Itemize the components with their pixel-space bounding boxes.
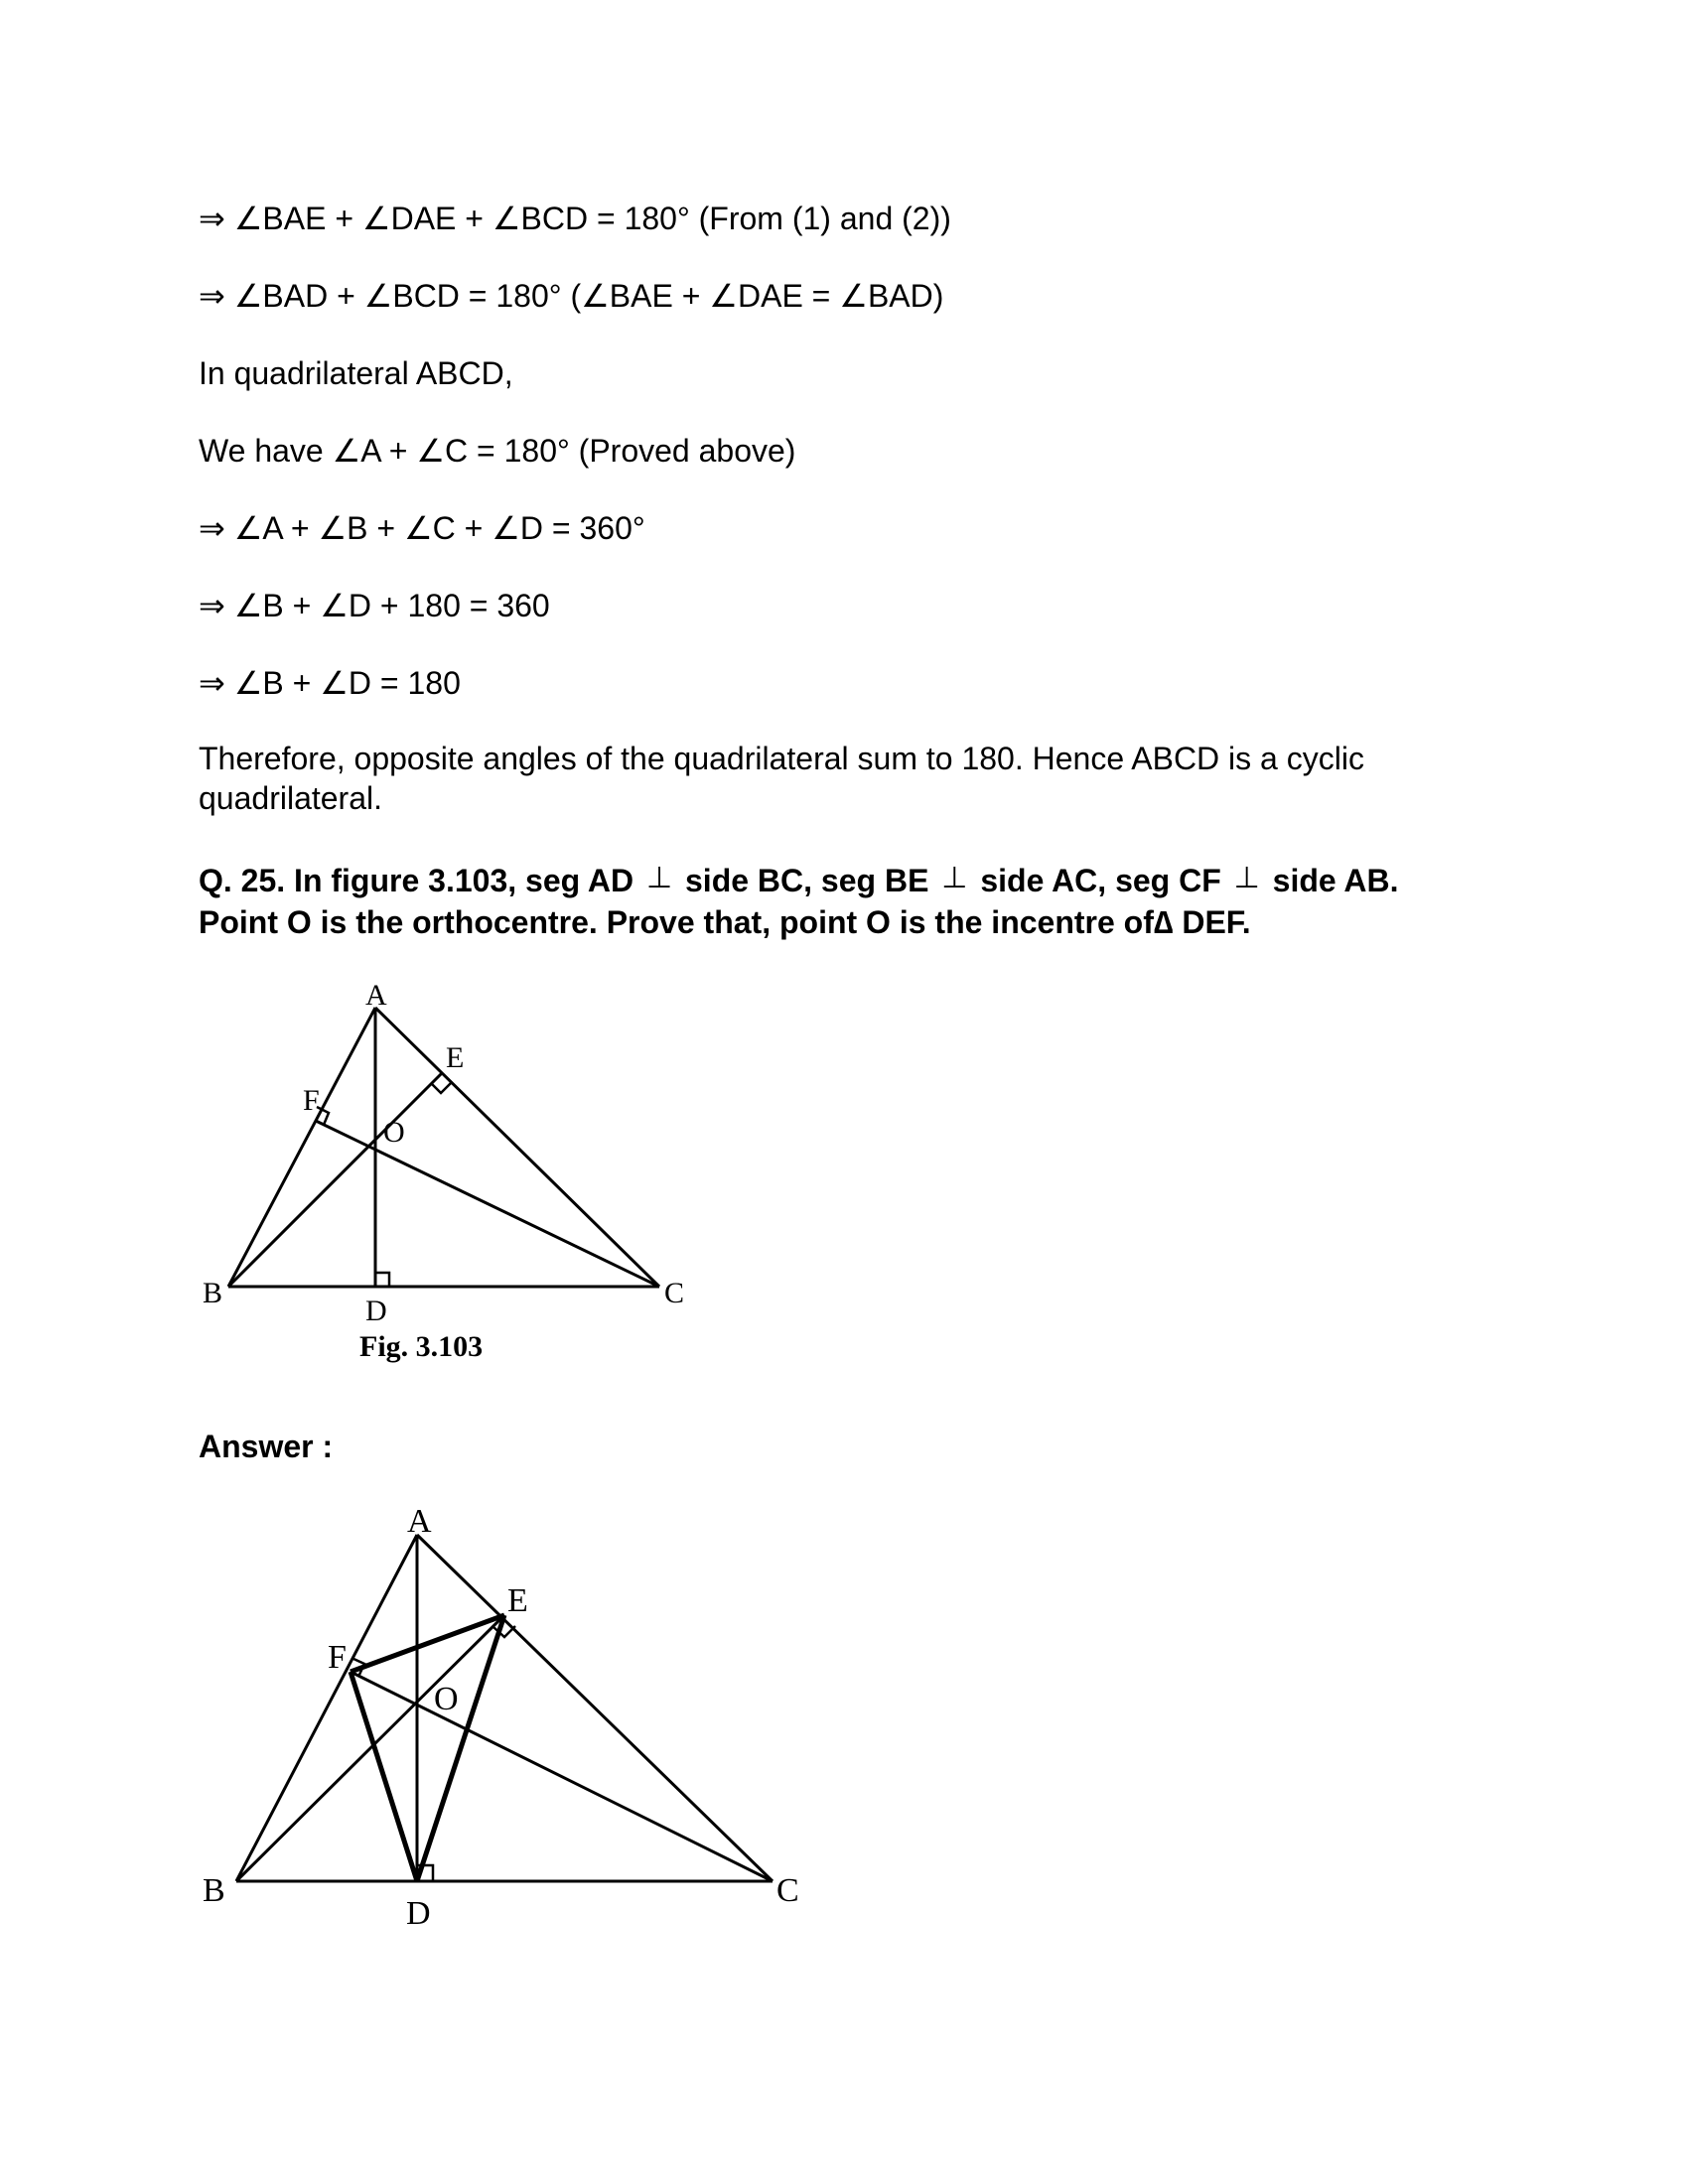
- fig1-caption: Fig. 3.103: [359, 1330, 484, 1363]
- proof-line-4: We have ∠A + ∠C = 180° (Proved above): [199, 433, 796, 469]
- fig2-label-D: D: [406, 1895, 431, 1932]
- fig1-label-E: E: [446, 1041, 465, 1074]
- proof-line-1: ⇒ ∠BAE + ∠DAE + ∠BCD = 180° (From (1) and (2)): [199, 201, 951, 236]
- fig1-label-F: F: [303, 1084, 320, 1117]
- question-text-1: Q. 25. In figure 3.103, seg AD: [199, 863, 634, 898]
- question-25: [199, 861, 1529, 942]
- proof-line-5: ⇒ ∠A + ∠B + ∠C + ∠D = 360°: [199, 510, 645, 546]
- fig1-label-D: D: [365, 1295, 387, 1327]
- question-text-3: side AC, seg CF: [980, 863, 1221, 898]
- fig2-label-O: O: [434, 1681, 459, 1717]
- conclusion-paragraph: Therefore, opposite angles of the quadrilateral sum to 180. Hence ABCD is a cyclic quadrilateral.: [199, 741, 1364, 816]
- proof-line-3: In quadrilateral ABCD,: [199, 355, 513, 391]
- fig2-label-C: C: [776, 1872, 799, 1909]
- proof-line-7: ⇒ ∠B + ∠D = 180: [199, 665, 461, 701]
- question-text-2: side BC, seg BE: [685, 863, 929, 898]
- question-text-5: Point O is the orthocentre. Prove that, point O is the incentre of∆ DEF.: [199, 904, 1251, 940]
- perpendicular-icon: ⊥: [941, 862, 968, 894]
- answer-label: Answer :: [199, 1429, 334, 1464]
- fig1-label-B: B: [203, 1277, 223, 1309]
- question-text-4: side AB.: [1272, 863, 1399, 898]
- fig1-label-O: O: [383, 1116, 405, 1149]
- fig2-label-A: A: [407, 1503, 432, 1540]
- fig2-label-B: B: [203, 1872, 225, 1909]
- fig1-label-A: A: [365, 979, 387, 1012]
- perpendicular-icon: ⊥: [645, 862, 673, 894]
- proof-line-2: ⇒ ∠BAD + ∠BCD = 180° (∠BAE + ∠DAE = ∠BAD): [199, 278, 944, 314]
- fig2-label-F: F: [328, 1639, 347, 1676]
- perpendicular-icon: ⊥: [1233, 862, 1260, 894]
- fig1-label-C: C: [664, 1277, 685, 1309]
- fig2-label-E: E: [507, 1582, 528, 1619]
- proof-line-6: ⇒ ∠B + ∠D + 180 = 360: [199, 588, 550, 623]
